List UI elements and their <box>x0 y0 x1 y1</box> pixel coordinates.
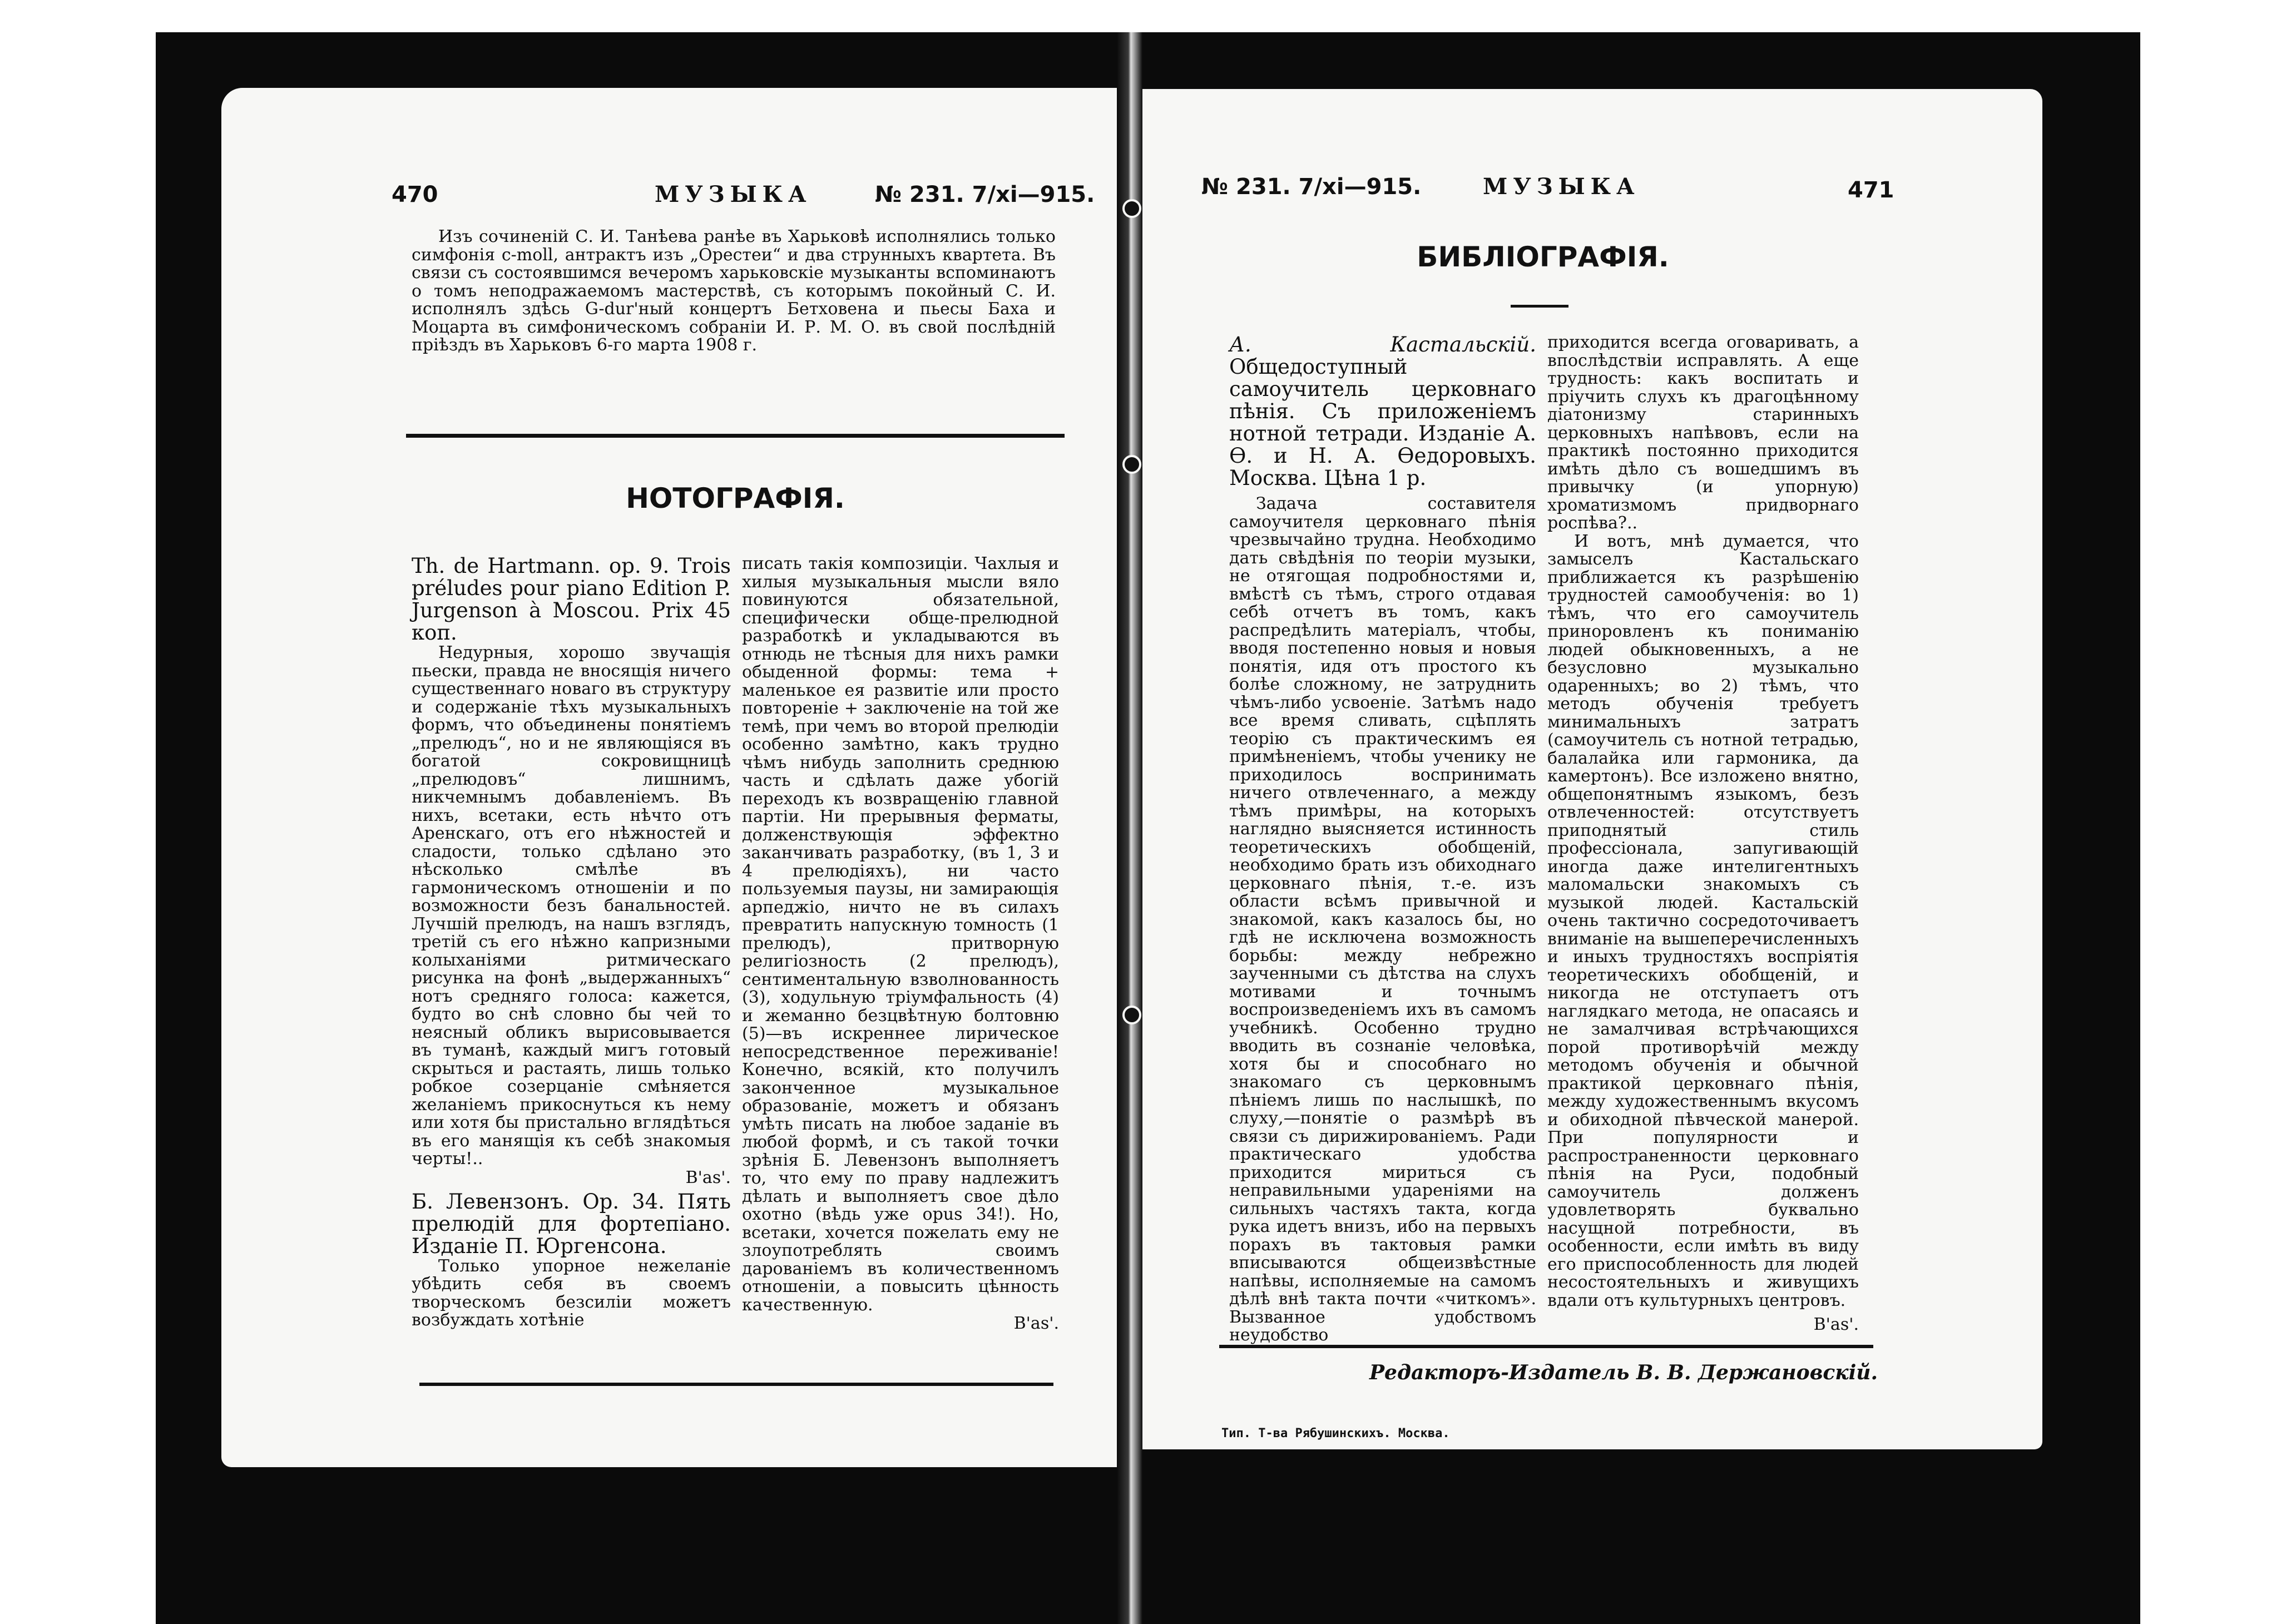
left-page <box>221 88 1134 1467</box>
review-continued: приходится всегда оговаривать, а впослѣдствіи исправлять. А еще трудность: какъ воспитать и пріучить слухъ къ драгоцѣнному діатонизму старинныхъ церковныхъ напѣвовъ, если на практикѣ постоянно приходится имѣть дѣло съ вошедшимъ въ привычку (и упорную) хроматизмомъ придворнаго роспѣва?.. <box>1547 333 1859 533</box>
issue-number: № 231. 7/xi—915. <box>875 182 1095 207</box>
section-title-notography: НОТОГРАФІЯ. <box>626 482 845 514</box>
page-number: 471 <box>1848 177 1894 203</box>
right-page <box>1132 89 2042 1449</box>
editor-publisher: Редакторъ-Издатель В. В. Держановскій. <box>1369 1361 1878 1384</box>
binding-hole <box>1122 199 1141 218</box>
review1-signature: B'as'. <box>685 1167 731 1187</box>
title-underline <box>1511 305 1568 308</box>
binding-hole <box>1122 455 1141 474</box>
page-number: 470 <box>392 182 438 207</box>
binding-hole <box>1122 1006 1141 1024</box>
left-column <box>1229 334 1536 1345</box>
right-column <box>742 555 1059 1333</box>
review2-signature: B'as'. <box>1013 1314 1059 1333</box>
review1-text: Недурныя, хорошо звучащія пьески, правда не вносящія ничего существеннаго новаго въ структуру и содержаніе тѣхъ музыкальныхъ формъ, что объединены понятіемъ „прелюдъ“, но и не являющіяся въ богатой сокровищницѣ „прелюдовъ“ лишнимъ, никчемнымъ добавленіемъ. Въ нихъ, всетаки, есть нѣчто отъ Аренскаго, отъ его нѣжностей и сладости, только сдѣлано это нѣсколько смѣлѣе въ гармоническомъ отношеніи и по возможности безъ банальностей. Лучшій прелюдъ, на нашъ взглядъ, третій съ его нѣжно капризными колыханіями ритмическаго рисунка на фонѣ „выдержанныхъ“ нотъ средняго голоса: кажется, будто во снѣ словно бы чей то неясный обликъ вырисовывается въ туманѣ, каждый мигъ готовый скрыться и растаять, лишь только робкое созерцаніе смѣняется желаніемъ прикоснуться къ нему или хотя бы пристально вглядѣться въ его манящія къ себѣ знакомыя черты!.. <box>412 643 731 1169</box>
book-title: Общедоступный самоучитель церковнаго пѣнія. Съ приложеніемъ нотной тетради. Изданіе А. Ѳ. и Н. А. Ѳедоровыхъ. Москва. Цѣна 1 р. <box>1229 355 1536 490</box>
intro-paragraph: Изъ сочиненій С. И. Танѣева ранѣе въ Харьковѣ исполнялись только симфонія c-moll, антрактъ изъ „Орестеи“ и два струнныхъ квартета. Въ связи съ состоявшимся вечеромъ харьковскіе музыканты вспоминаютъ о томъ неподражаемомъ мастерствѣ, съ которымъ покойный С. И. исполнялъ здѣсь G-dur'ный концертъ Бетховена и пьесы Баха и Моцарта въ симфоническомъ собраніи И. Р. М. О. въ свой послѣдній пріѣздъ въ Харьковъ 6-го марта 1908 г. <box>412 227 1056 355</box>
right-column <box>1547 334 1859 1334</box>
book-spine <box>1117 32 1142 1624</box>
review-signature: B'as'. <box>1813 1315 1859 1334</box>
review-text: Задача составителя самоучителя церковнаго пѣнія чрезвычайно трудна. Необходимо дать свѣдѣнія по теоріи музыки, не отягощая подробностями и, вмѣстѣ съ тѣмъ, строго отдавая себѣ отчетъ въ томъ, какъ распредѣлить матеріалъ, чтобы, вводя постепенно новыя и новыя понятія, идя отъ простого къ болѣе сложному, не затруднить чѣмъ-либо усвоеніе. Затѣмъ надо все время сливать, сцѣплять теорію съ практическимъ ея примѣненіемъ, чтобы ученику не приходилось воспринимать ничего отвлеченнаго, а между тѣмъ примѣры, на которыхъ наглядно выясняется истинность теоретическихъ обобщеній, необходимо брать изъ обиходнаго церковнаго пѣнія, т.-е. изъ области всѣмъ привычной и знакомой, какъ казалось бы, но гдѣ не исключена возможность борьбы: между небрежно заученными съ дѣтства на слухъ мотивами и точнымъ воспроизведеніемъ ихъ въ самомъ учебникѣ. Особенно трудно вводить въ сознаніе человѣка, хотя бы и способнаго но знакомаго съ церковнымъ пѣніемъ лишь по наслышкѣ, по слуху,—понятіе о размѣрѣ въ связи съ дирижированіемъ. Ради практическаго удобства приходится мириться съ неправильными удареніями на сильныхъ частяхъ такта, когда рука идетъ внизъ, ибо на первыхъ порахъ въ тактовыя рамки вписываются общеизвѣстные напѣвы, исполняемые на самомъ дѣлѣ внѣ такта почти «читкомъ». Вызванное удобствомъ неудобство <box>1229 494 1536 1345</box>
issue-number: № 231. 7/xi—915. <box>1201 174 1422 200</box>
review-text-2: И вотъ, мнѣ думается, что замыселъ Кастальскаго приближается къ разрѣшенію трудностей самообученія: во 1) тѣмъ, что его самоучитель приноровленъ къ пониманію людей обыкновенныхъ, а не безусловно музыкально одаренныхъ; во 2) тѣмъ, что методъ обученія требуетъ минимальныхъ затратъ (самоучитель съ нотной тетрадью, балалайка или гармоника, да камертонъ). Все изложено внятно, общепонятнымъ языкомъ, безъ отвлеченностей: отсутствуетъ приподнятый стиль профессіонала, запугивающій иногда даже интелигентныхъ маломальски знакомыхъ съ музыкой людей. Кастальскій очень тактично сосредоточиваетъ вниманіе на вышеперечисленныхъ и иныхъ трудностяхъ воспріятія теоретическихъ обобщеній, и никогда не отступаетъ отъ наглядкаго метода, не опасаясь и не замалчивая встрѣчающихся порой противорѣчій между методомъ обученія и обычной практикой церковнаго пѣнія, между художественнымъ вкусомъ и обиходной пѣвческой манерой. При популярности и распространенности церковнаго пѣнія на Руси, подобный самоучитель долженъ удовлетворять буквально насущной потребности, въ особенности, если имѣть въ виду его приспособленность для людей несостоятельныхъ и живущихъ вдали отъ культурныхъ центровъ. <box>1547 531 1859 1310</box>
review2-text: Только упорное нежеланіе убѣдить себя въ своемъ творческомъ безсиліи можетъ возбуждать хотѣніе <box>412 1256 731 1330</box>
section-divider <box>406 434 1065 438</box>
printer-imprint: Тип. Т-ва Рябушинскихъ. Москва. <box>1221 1427 1450 1440</box>
bottom-rule <box>419 1383 1053 1386</box>
journal-title: МУЗЫКА <box>655 181 812 207</box>
bottom-rule <box>1219 1345 1873 1348</box>
left-column <box>412 555 731 1330</box>
review2-title: Б. Левензонъ. Ор. 34. Пять прелюдій для фортепіано. Изданіе П. Юргенсона. <box>412 1189 731 1258</box>
book-entry <box>1229 334 1536 489</box>
section-title-bibliography: БИБЛІОГРАФІЯ. <box>1417 241 1669 273</box>
book-author: А. Кастальскій. <box>1229 333 1536 357</box>
review2-continued: писать такія композиціи. Чахлыя и хилыя музыкальныя мысли вяло повинуются обязательной, специфически обще-прелюдной разработкѣ и укладываются въ отнюдь не тѣсныя для нихъ рамки обыденной формы: тема + маленькое ея развитіе или просто повтореніе + заключеніе на той же темѣ, при чемъ во второй прелюдіи особенно замѣтно, какъ трудно чѣмъ нибудь заполнить среднюю часть и сдѣлать даже убогій переходъ къ возвращенію главной партіи. Ни прерывныя ферматы, долженствующія эффектно заканчивать разработку, (въ 1, 3 и 4 прелюдіяхъ), ни часто пользуемыя паузы, ни замирающія арпеджіо, ничто не въ силахъ превратить напускную томность (1 прелюдъ), притворную религіозность (2 прелюдъ), сентиментальную взволнованность (3), ходульную тріумфальность (4) и жеманно безцвѣтную болтовню (5)—въ искреннее лирическое непосредственное переживаніе! Конечно, всякій, кто получилъ законченное музыкальное образованіе, можетъ и обязанъ умѣть писать на любое заданіе въ любой формѣ, и съ такой точки зрѣнія Б. Левензонъ выполняетъ то, что ему по праву надлежитъ дѣлать и выполняетъ свое дѣло охотно (вѣдь уже opus 34!). Но, всетаки, хочется пожелать ему не злоупотреблять своимъ дарованіемъ въ количественномъ отношеніи, а повысить цѣнность качественную. <box>742 554 1059 1315</box>
review1-title: Th. de Hartmann. op. 9. Trois préludes pour piano Edition P. Jurgenson à Moscou. Prix 45 коп. <box>412 554 731 645</box>
journal-title: МУЗЫКА <box>1483 174 1640 200</box>
